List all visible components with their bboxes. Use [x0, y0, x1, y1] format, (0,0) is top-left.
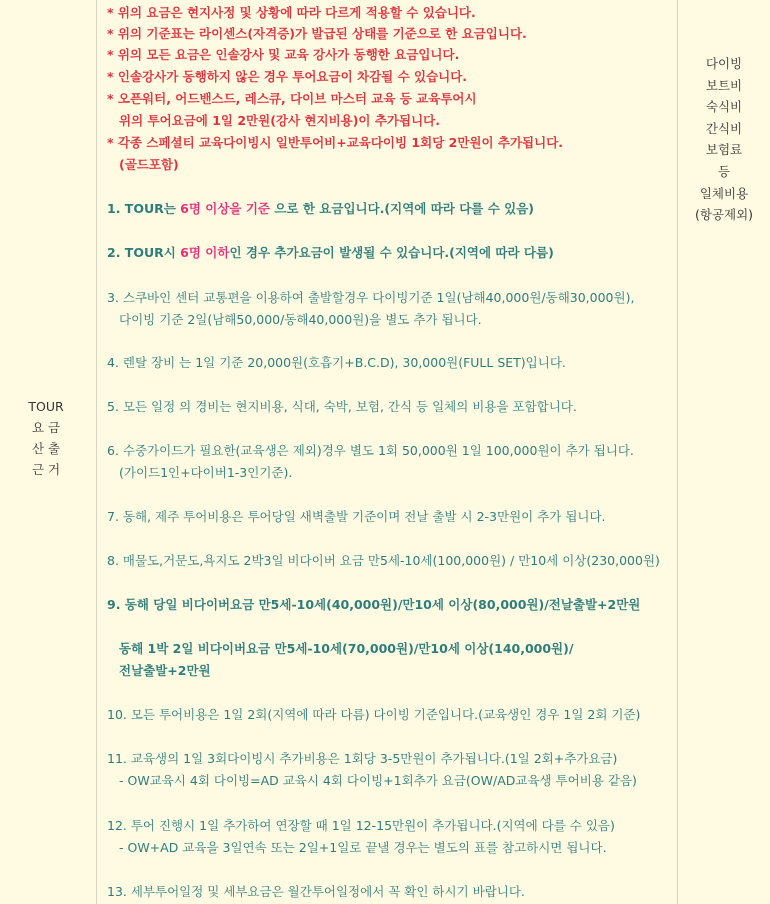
list-item: 10. 모든 투어비용은 1일 2회(지역에 따라 다름) 다이빙 기준입니다.(교육생인 경우 1일 2회 기준)	[107, 707, 641, 722]
list-item: 3. 스쿠바인 센터 교통편을 이용하여 출발할경우 다이빙기준 1일(남해40,000원/동해30,000원),	[107, 290, 635, 305]
note-line: * 인솔강사가 동행하지 않은 경우 투어요금이 차감될 수 있습니다.	[107, 69, 468, 84]
note-line: * 위의 모든 요금은 인솔강사 및 교육 강사가 동행한 요금입니다.	[107, 47, 460, 62]
list-item: 4. 렌탈 장비 는 1일 기준 20,000원(호흡기+B.C.D), 30,000원(FULL SET)입니다.	[107, 355, 566, 370]
list-item: 9. 동해 당일 비다이버요금 만5세-10세(40,000원)/만10세 이상(80,000원)/전날출발+2만원	[107, 597, 641, 612]
tour-price-basis-label: TOUR 요 금 산 출 근 거	[28, 399, 64, 477]
included-costs-label: 다이빙 보트비 숙식비 간식비 보험료 등 일체비용 (항공제외)	[694, 56, 754, 223]
list-item: 11. 교육생의 1일 3회다이빙시 추가비용은 1회당 3-5만원이 추가됩니다.(1일 2회+추가요금)	[107, 751, 618, 766]
row-header-cell	[0, 0, 97, 904]
list-item: 7. 동해, 제주 투어비용은 투어당일 새벽출발 기준이며 전날 출발 시 2-3만원이 추가 됩니다.	[107, 509, 606, 524]
note-line: * 각종 스페셜티 교육다이빙시 일반투어비+교육다이빙 1회당 2만원이 추가됩니다.	[107, 135, 564, 150]
list-item: 1. TOUR는 6명 이상을 기준 으로 한 요금입니다.(지역에 따라 다를 수 있음)	[107, 201, 535, 216]
list-item-continuation: 동해 1박 2일 비다이버요금 만5세-10세(70,000원)/만10세 이상(140,000원)/	[119, 641, 574, 656]
list-item-continuation: - OW+AD 교육을 3일연속 또는 2일+1일로 끝낼 경우는 별도의 표를 참고하시면 됩니다.	[119, 840, 607, 855]
note-line: * 위의 기준표는 라이센스(자격증)가 발급된 상태를 기준으로 한 요금입니다.	[107, 26, 527, 41]
note-line: * 위의 요금은 현지사정 및 상황에 따라 다르게 적용할 수 있습니다.	[107, 5, 476, 20]
list-item-continuation: (가이드1인+다이버1-3인기준).	[119, 465, 293, 480]
list-item: 5. 모든 일정 의 경비는 현지비용, 식대, 숙박, 보험, 간식 등 일체의 비용을 포함합니다.	[107, 399, 577, 414]
list-item-continuation: 전날출발+2만원	[119, 663, 211, 678]
list-item: 8. 매물도,거문도,욕지도 2박3일 비다이버 요금 만5세-10세(100,000원) / 만10세 이상(230,000원)	[107, 553, 660, 568]
list-item: 2. TOUR시 6명 이하인 경우 추가요금이 발생될 수 있습니다.(지역에 따라 다름)	[107, 245, 554, 260]
list-item: 13. 세부투어일정 및 세부요금은 월간투어일정에서 꼭 확인 하시기 바랍니다.	[107, 884, 525, 899]
list-item-continuation: - OW교육시 4회 다이빙=AD 교육시 4회 다이빙+1회추가 요금(OW/AD교육생 투어비용 같음)	[119, 773, 637, 788]
list-item-continuation: 다이빙 기준 2일(남해50,000/동해40,000원)을 별도 추가 됩니다.	[119, 312, 482, 327]
note-line: 위의 투어요금에 1일 2만원(강사 현지비용)이 추가됩니다.	[119, 113, 440, 128]
included-costs-cell	[677, 0, 770, 904]
note-line: (골드포함)	[119, 157, 179, 172]
list-item: 12. 투어 진행시 1일 추가하여 연장할 때 1일 12-15만원이 추가됩니다.(지역에 다를 수 있음)	[107, 818, 615, 833]
note-line: * 오픈워터, 어드밴스드, 레스큐, 다이브 마스터 교육 등 교육투어시	[107, 91, 477, 106]
list-item: 6. 수중가이드가 필요한(교육생은 제외)경우 별도 1회 50,000원 1일 100,000원이 추가 됩니다.	[107, 443, 634, 458]
